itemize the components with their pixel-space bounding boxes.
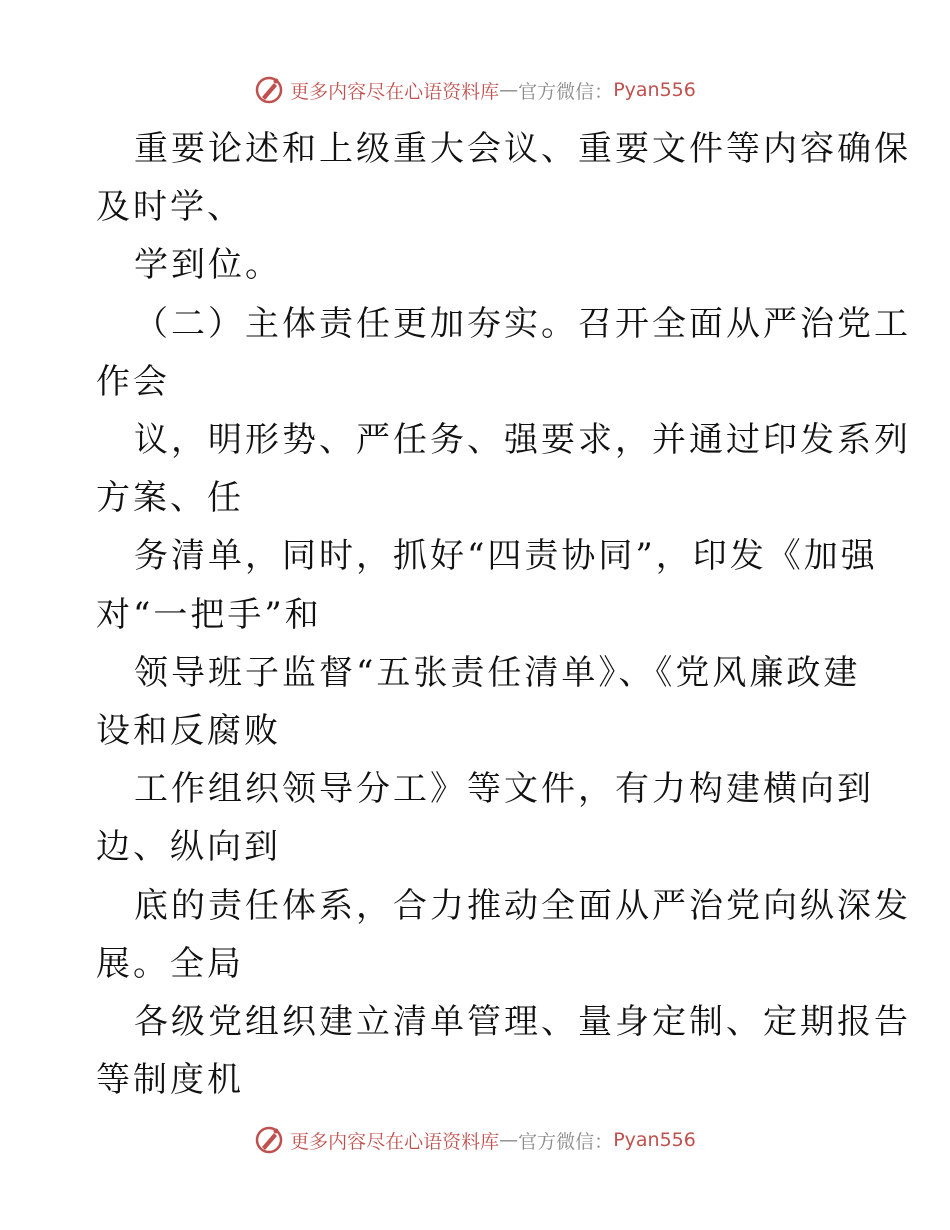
body-line: 作会 — [96, 362, 170, 402]
body-line: 学到位。 — [134, 245, 282, 285]
body-line: 底的责任体系，合力推动全面从严治党向纵深发 — [134, 886, 911, 926]
body-line: 及时学、 — [96, 187, 244, 227]
body-line: 各级党组织建立清单管理、量身定制、定期报告 — [134, 1002, 911, 1042]
body-line: 议，明形势、严任务、强要求，并通过印发系列 — [134, 420, 911, 460]
watermark-id: Pyan556 — [613, 79, 696, 101]
body-line: 工作组织领导分工》等文件，有力构建横向到 — [134, 769, 874, 809]
body-line: 重要论述和上级重大会议、重要文件等内容确保 — [134, 129, 911, 169]
watermark-separator: — — [499, 79, 519, 101]
body-line: 设和反腐败 — [96, 711, 281, 751]
body-line: 边、纵向到 — [96, 827, 281, 867]
watermark-id: Pyan556 — [613, 1129, 696, 1151]
body-line: 展。全局 — [96, 944, 244, 984]
body-line: 等制度机 — [96, 1060, 244, 1100]
body-line: 对“一把手”和 — [96, 595, 322, 635]
body-line: 方案、任 — [96, 478, 244, 518]
pen-logo-icon — [254, 1125, 284, 1155]
watermark-separator: — — [499, 1129, 519, 1151]
watermark-text: 更多内容尽在心语资料库 — [290, 80, 500, 103]
body-line: 领导班子监督“五张责任清单》、《党风廉政建 — [134, 653, 861, 693]
body-line: 务清单，同时，抓好“四责协同”，印发《加强 — [134, 536, 878, 576]
header-watermark — [0, 72, 950, 108]
watermark-text: 更多内容尽在心语资料库 — [290, 1130, 500, 1153]
body-line: （二）主体责任更加夯实。召开全面从严治党工 — [134, 304, 911, 344]
footer-watermark — [0, 1122, 950, 1158]
watermark-label: 官方微信： — [518, 1130, 614, 1153]
watermark-label: 官方微信： — [518, 80, 614, 103]
pen-logo-icon — [254, 75, 284, 105]
